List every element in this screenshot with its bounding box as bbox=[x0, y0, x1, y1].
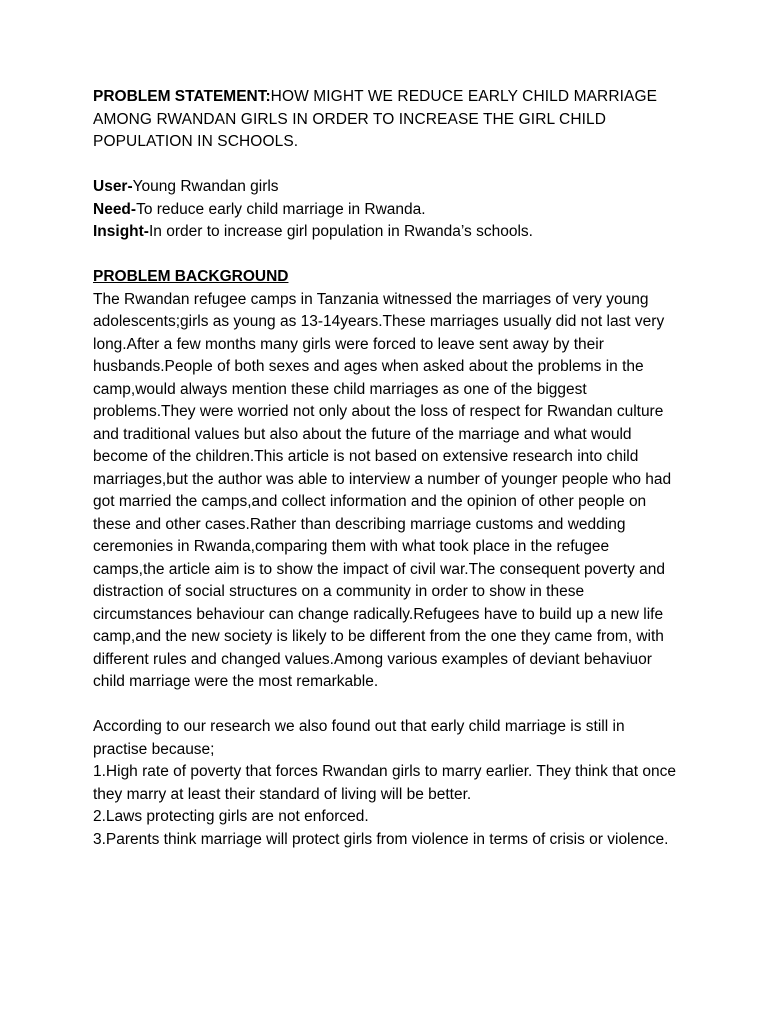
user-label: User- bbox=[93, 178, 133, 195]
list-item: 3.Parents think marriage will protect girls from violence in terms of crisis or violence. bbox=[93, 830, 669, 848]
background-body: The Rwandan refugee camps in Tanzania witnessed the marriages of very young adolescents;girls as young as 13-14years.These marriages usually did not last very long.After a few months many girls were forced to leave sent away by their husbands.People of both sexes and ages when asked about the problems in the camp,would always mention these child marriages as one of the biggest problems.They were worried not only about the loss of respect for Rwandan culture and traditional values but also about the future of the marriage and what would become of the children.This article is not based on extensive research into child marriages,but the author was able to interview a number of younger people who had got married the camps,and collect information and the opinion of other people on these and other cases.Rather than describing marriage customs and wedding ceremonies in Rwanda,comparing them with what took place in the refugee camps,the article aim is to show the impact of civil war.The consequent poverty and distraction of social structures on a community in order to show in these circumstances behaviour can change radically.Refugees have to build up a new life camp,and the new society is likely to be different from the one they came from, with different rules and changed values.Among various examples of deviant behaviuor child marriage were the most remarkable. bbox=[93, 290, 672, 690]
insight-text: In order to increase girl population in Rwanda’s schools. bbox=[148, 223, 533, 240]
insight-line bbox=[93, 221, 683, 244]
document-page bbox=[93, 86, 683, 851]
spacer bbox=[93, 154, 683, 177]
need-text: To reduce early child marriage in Rwanda. bbox=[136, 200, 426, 218]
need-line bbox=[93, 199, 683, 222]
research-list bbox=[93, 761, 683, 851]
spacer bbox=[93, 694, 683, 717]
problem-statement bbox=[93, 86, 683, 154]
problem-statement-text: HOW MIGHT WE REDUCE EARLY CHILD MARRIAGE AMONG RWANDAN GIRLS IN ORDER TO INCREASE THE GIRL CHILD POPULATION IN SCHOOLS. bbox=[93, 88, 658, 150]
user-text: Young Rwandan girls bbox=[132, 178, 279, 195]
research-intro: According to our research we also found out that early child marriage is still in practise because; bbox=[93, 718, 625, 758]
need-label: Need- bbox=[93, 200, 137, 218]
problem-statement-label: PROBLEM STATEMENT: bbox=[93, 88, 271, 105]
list-item: 1.High rate of poverty that forces Rwandan girls to marry earlier. They think that once they marry at least their standard of living will be better. bbox=[93, 763, 676, 803]
insight-label: Insight- bbox=[93, 223, 149, 240]
background-heading: PROBLEM BACKGROUND bbox=[93, 268, 289, 285]
spacer bbox=[93, 244, 683, 267]
user-line bbox=[93, 176, 683, 199]
list-item: 2.Laws protecting girls are not enforced. bbox=[93, 808, 369, 825]
